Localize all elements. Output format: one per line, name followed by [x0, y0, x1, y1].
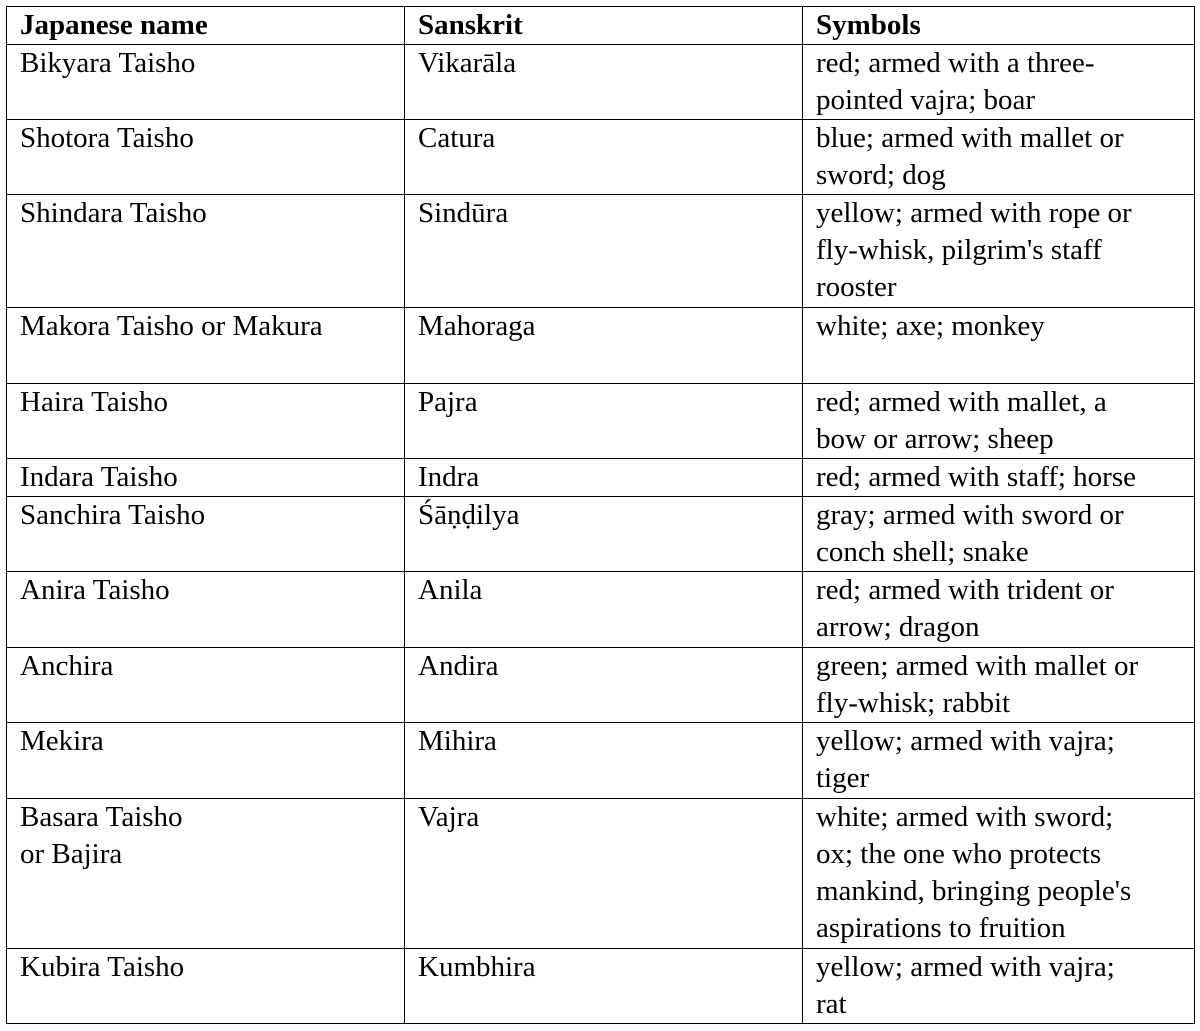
cell-sanskrit: Catura [405, 120, 803, 195]
cell-japanese-name: Anchira [7, 648, 405, 723]
table-row [7, 459, 1195, 497]
cell-symbols: red; armed with a three- pointed vajra; boar [803, 45, 1195, 120]
cell-japanese-name: Haira Taisho [7, 384, 405, 459]
cell-japanese-name: Basara Taisho or Bajira [7, 799, 405, 949]
table-row [7, 45, 1195, 120]
cell-symbols: yellow; armed with vajra; rat [803, 949, 1195, 1024]
cell-japanese-name: Indara Taisho [7, 459, 405, 497]
table-row [7, 195, 1195, 308]
generals-table [6, 6, 1195, 1024]
table-row [7, 308, 1195, 384]
cell-sanskrit: Kumbhira [405, 949, 803, 1024]
table-row [7, 384, 1195, 459]
header-symbols: Symbols [803, 7, 1195, 45]
cell-japanese-name: Anira Taisho [7, 572, 405, 648]
table-row [7, 723, 1195, 799]
cell-sanskrit: Mahoraga [405, 308, 803, 384]
cell-sanskrit: Vajra [405, 799, 803, 949]
cell-japanese-name: Makora Taisho or Makura [7, 308, 405, 384]
cell-sanskrit: Mihira [405, 723, 803, 799]
cell-symbols: yellow; armed with rope or fly-whisk, pilgrim's staff rooster [803, 195, 1195, 308]
cell-japanese-name: Sanchira Taisho [7, 497, 405, 572]
cell-japanese-name: Mekira [7, 723, 405, 799]
cell-japanese-name: Shindara Taisho [7, 195, 405, 308]
cell-symbols: yellow; armed with vajra; tiger [803, 723, 1195, 799]
cell-symbols: green; armed with mallet or fly-whisk; rabbit [803, 648, 1195, 723]
cell-symbols: blue; armed with mallet or sword; dog [803, 120, 1195, 195]
cell-japanese-name: Bikyara Taisho [7, 45, 405, 120]
cell-symbols: white; armed with sword; ox; the one who protects mankind, bringing people's aspirations to fruition [803, 799, 1195, 949]
table-row [7, 799, 1195, 949]
cell-sanskrit: Indra [405, 459, 803, 497]
table-row [7, 120, 1195, 195]
cell-symbols: red; armed with trident or arrow; dragon [803, 572, 1195, 648]
table-row [7, 497, 1195, 572]
cell-japanese-name: Kubira Taisho [7, 949, 405, 1024]
cell-sanskrit: Sindūra [405, 195, 803, 308]
header-sanskrit: Sanskrit [405, 7, 803, 45]
cell-symbols: red; armed with staff; horse [803, 459, 1195, 497]
table-row [7, 949, 1195, 1024]
table-row [7, 648, 1195, 723]
table-row [7, 572, 1195, 648]
header-japanese-name: Japanese name [7, 7, 405, 45]
cell-symbols: white; axe; monkey [803, 308, 1195, 384]
cell-sanskrit: Anila [405, 572, 803, 648]
cell-symbols: gray; armed with sword or conch shell; snake [803, 497, 1195, 572]
cell-symbols: red; armed with mallet, a bow or arrow; sheep [803, 384, 1195, 459]
header-row [7, 7, 1195, 45]
cell-sanskrit: Pajra [405, 384, 803, 459]
cell-sanskrit: Śāṇḍilya [405, 497, 803, 572]
cell-sanskrit: Andira [405, 648, 803, 723]
cell-sanskrit: Vikarāla [405, 45, 803, 120]
cell-japanese-name: Shotora Taisho [7, 120, 405, 195]
